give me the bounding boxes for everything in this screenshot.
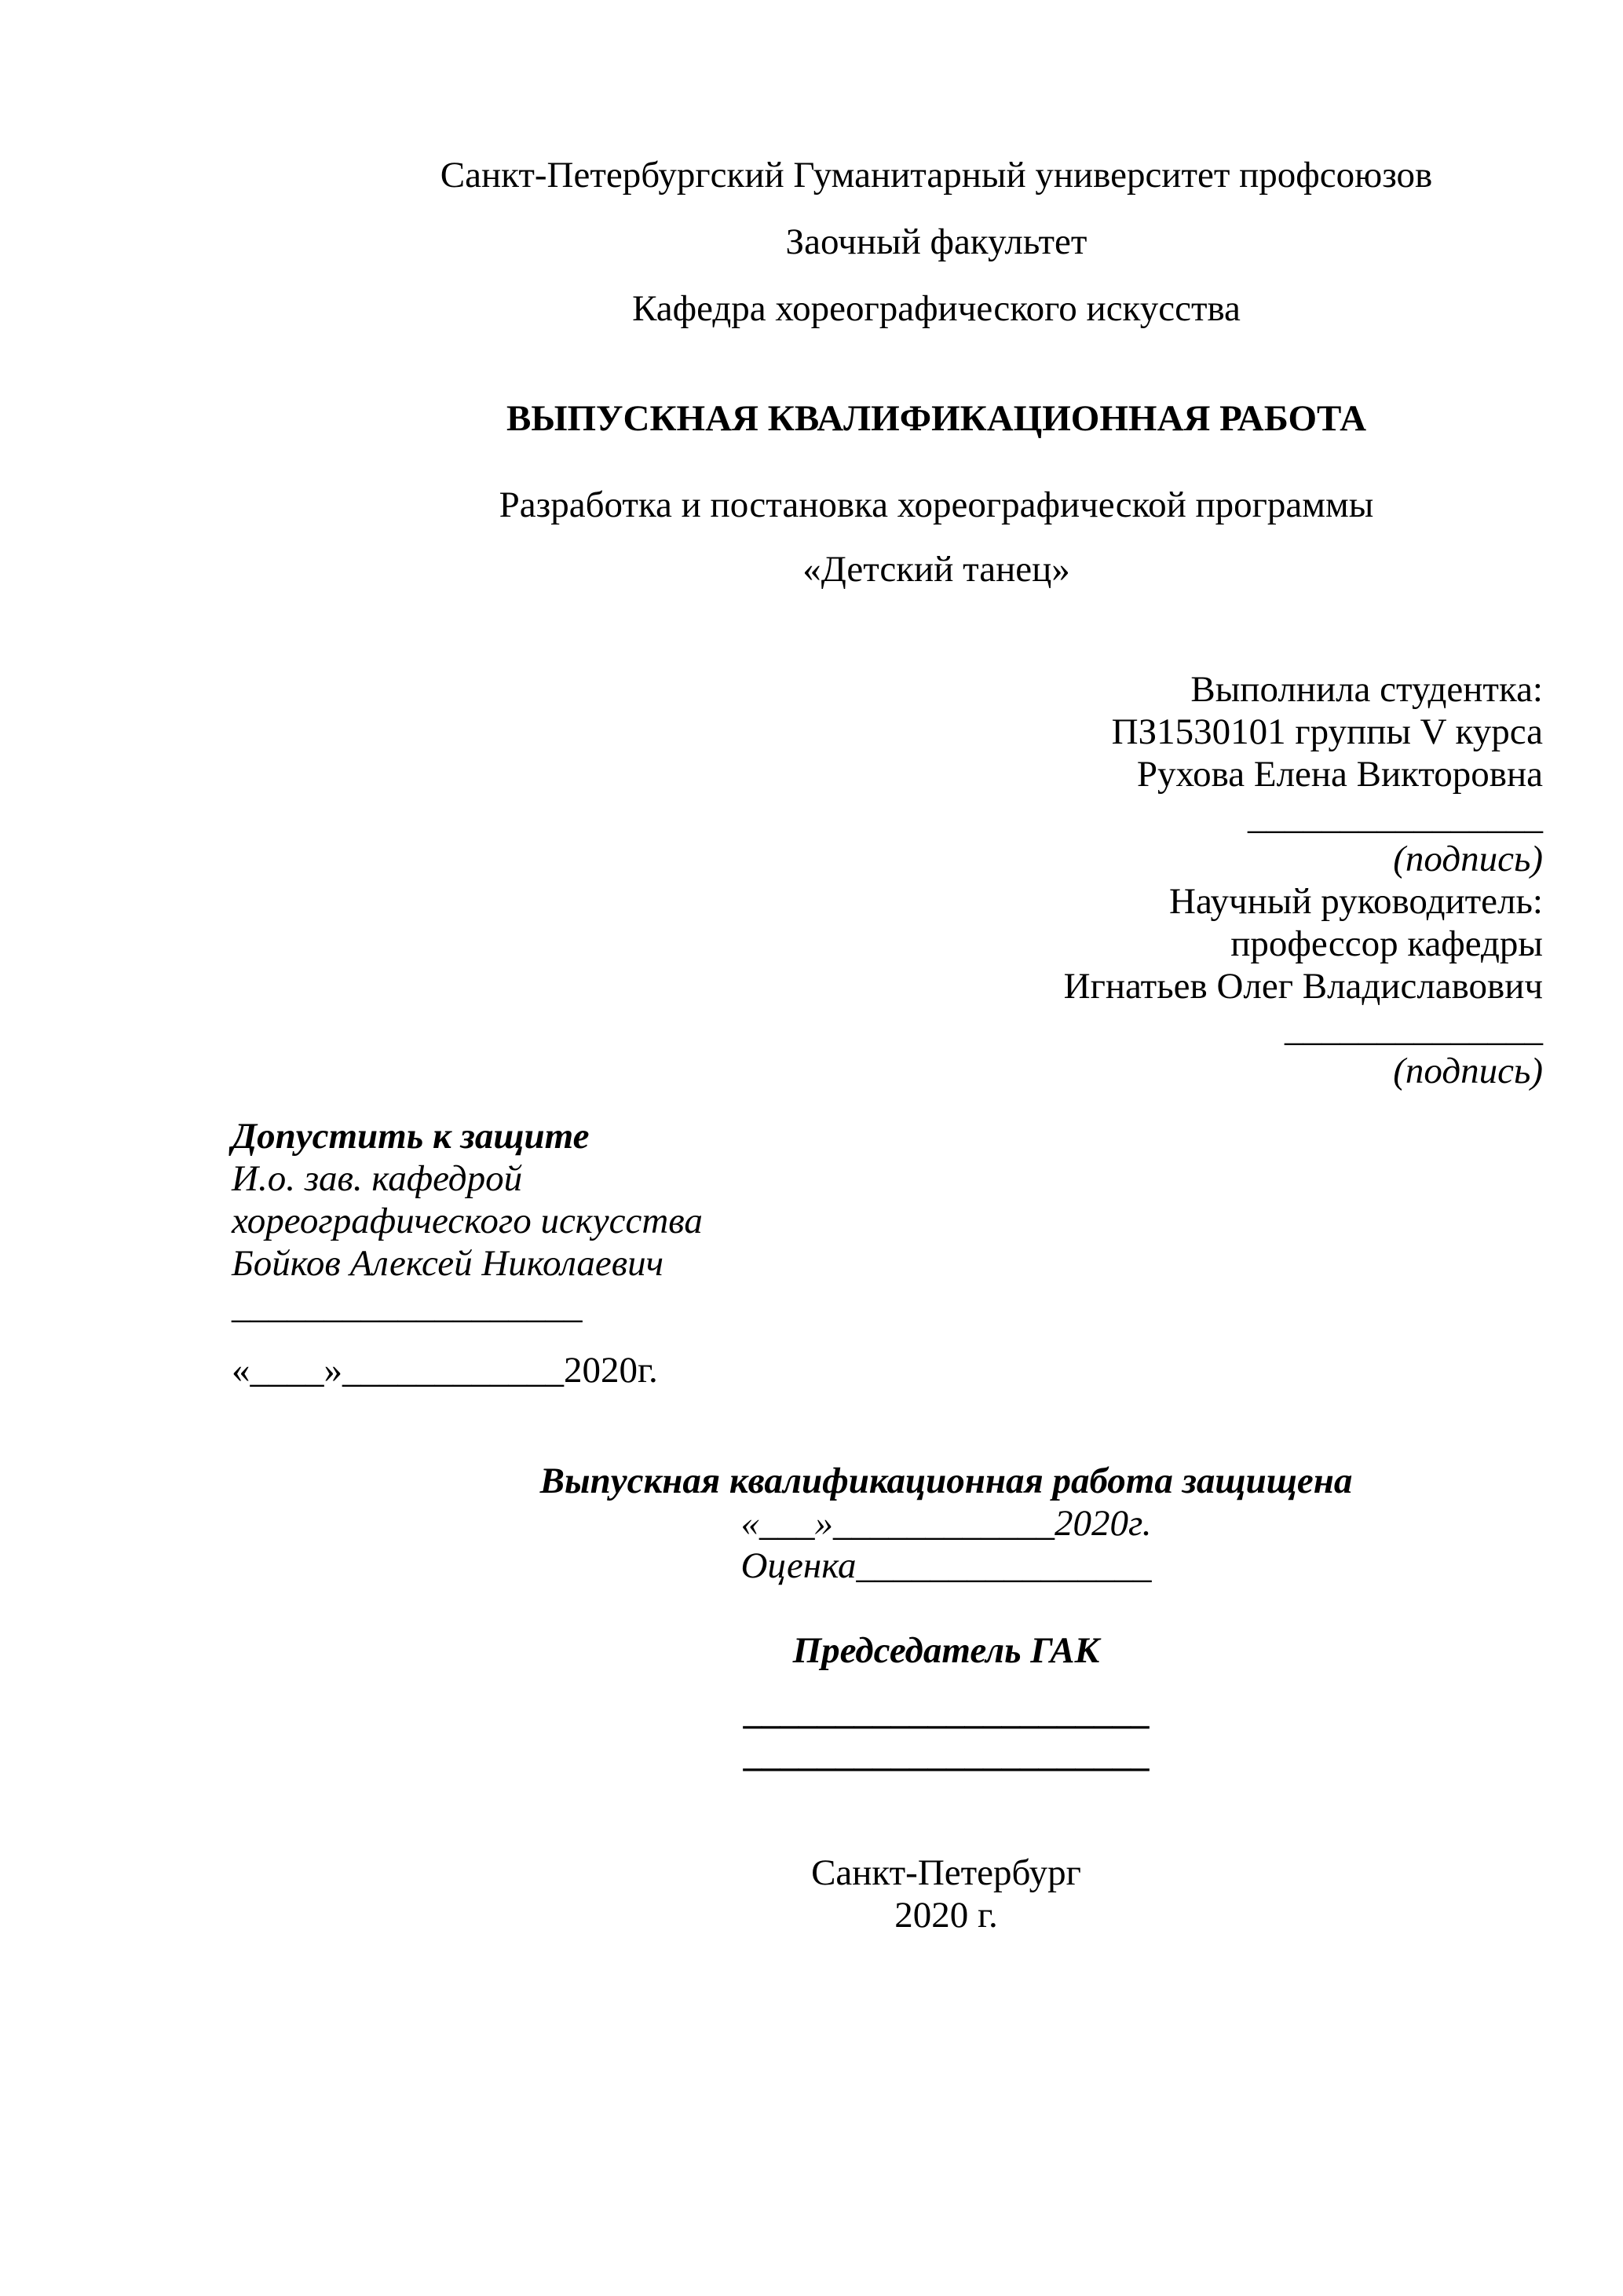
work-type-heading: ВЫПУСКНАЯ КВАЛИФИКАЦИОННАЯ РАБОТА bbox=[506, 398, 1367, 439]
defense-date-line: «___»____________2020г. bbox=[740, 1503, 1152, 1544]
student-signature-caption: (подпись) bbox=[1393, 839, 1543, 879]
supervisor-name: Игнатьев Олег Владиславович bbox=[1063, 966, 1543, 1007]
university-name: Санкт-Петербургский Гуманитарный университет профсоюзов bbox=[440, 155, 1433, 196]
supervisor-position: профессор кафедры bbox=[1230, 923, 1543, 964]
defended-heading: Выпускная квалификационная работа защищена bbox=[539, 1461, 1353, 1501]
spacer bbox=[348, 1587, 1544, 1629]
student-supervisor-block bbox=[707, 668, 1543, 1092]
acting-head-department: хореографического искусства bbox=[232, 1201, 703, 1241]
grade-line: Оценка________________ bbox=[740, 1545, 1152, 1586]
city: Санкт-Петербург bbox=[811, 1852, 1081, 1893]
work-title: Разработка и постановка хореографической программы bbox=[499, 484, 1374, 525]
department-name: Кафедра хореографического искусства bbox=[632, 288, 1241, 329]
performed-by-label: Выполнила студентка: bbox=[1190, 669, 1543, 710]
acting-head-title: И.о. зав. кафедрой bbox=[232, 1158, 523, 1199]
admission-date-line: «____»____________2020г. bbox=[232, 1350, 658, 1391]
admit-heading: Допустить к защите bbox=[232, 1116, 590, 1157]
supervisor-signature-line: ______________ bbox=[1285, 1008, 1543, 1049]
admission-block bbox=[232, 1115, 938, 1391]
work-subtitle: «Детский танец» bbox=[802, 549, 1070, 590]
faculty-name: Заочный факультет bbox=[785, 221, 1087, 262]
chairman-heading: Председатель ГАК bbox=[792, 1630, 1100, 1671]
supervisor-label: Научный руководитель: bbox=[1169, 881, 1543, 922]
head-name: Бойков Алексей Николаевич bbox=[232, 1243, 664, 1284]
footer-block bbox=[348, 1852, 1544, 1936]
supervisor-signature-caption: (подпись) bbox=[1393, 1051, 1543, 1091]
spacer bbox=[348, 1672, 1544, 1691]
student-signature-line: ________________ bbox=[1248, 796, 1543, 837]
spacer bbox=[232, 1327, 938, 1349]
student-name: Рухова Елена Викторовна bbox=[1136, 754, 1543, 795]
student-group: ПЗ1530101 группы V курса bbox=[1111, 711, 1543, 752]
chairman-signature-line-2: ______________________ bbox=[743, 1734, 1150, 1775]
year: 2020 г. bbox=[894, 1895, 998, 1936]
admission-signature-line: ___________________ bbox=[232, 1285, 583, 1326]
chairman-signature-line-1: ______________________ bbox=[743, 1691, 1150, 1732]
defense-block bbox=[348, 1460, 1544, 1775]
